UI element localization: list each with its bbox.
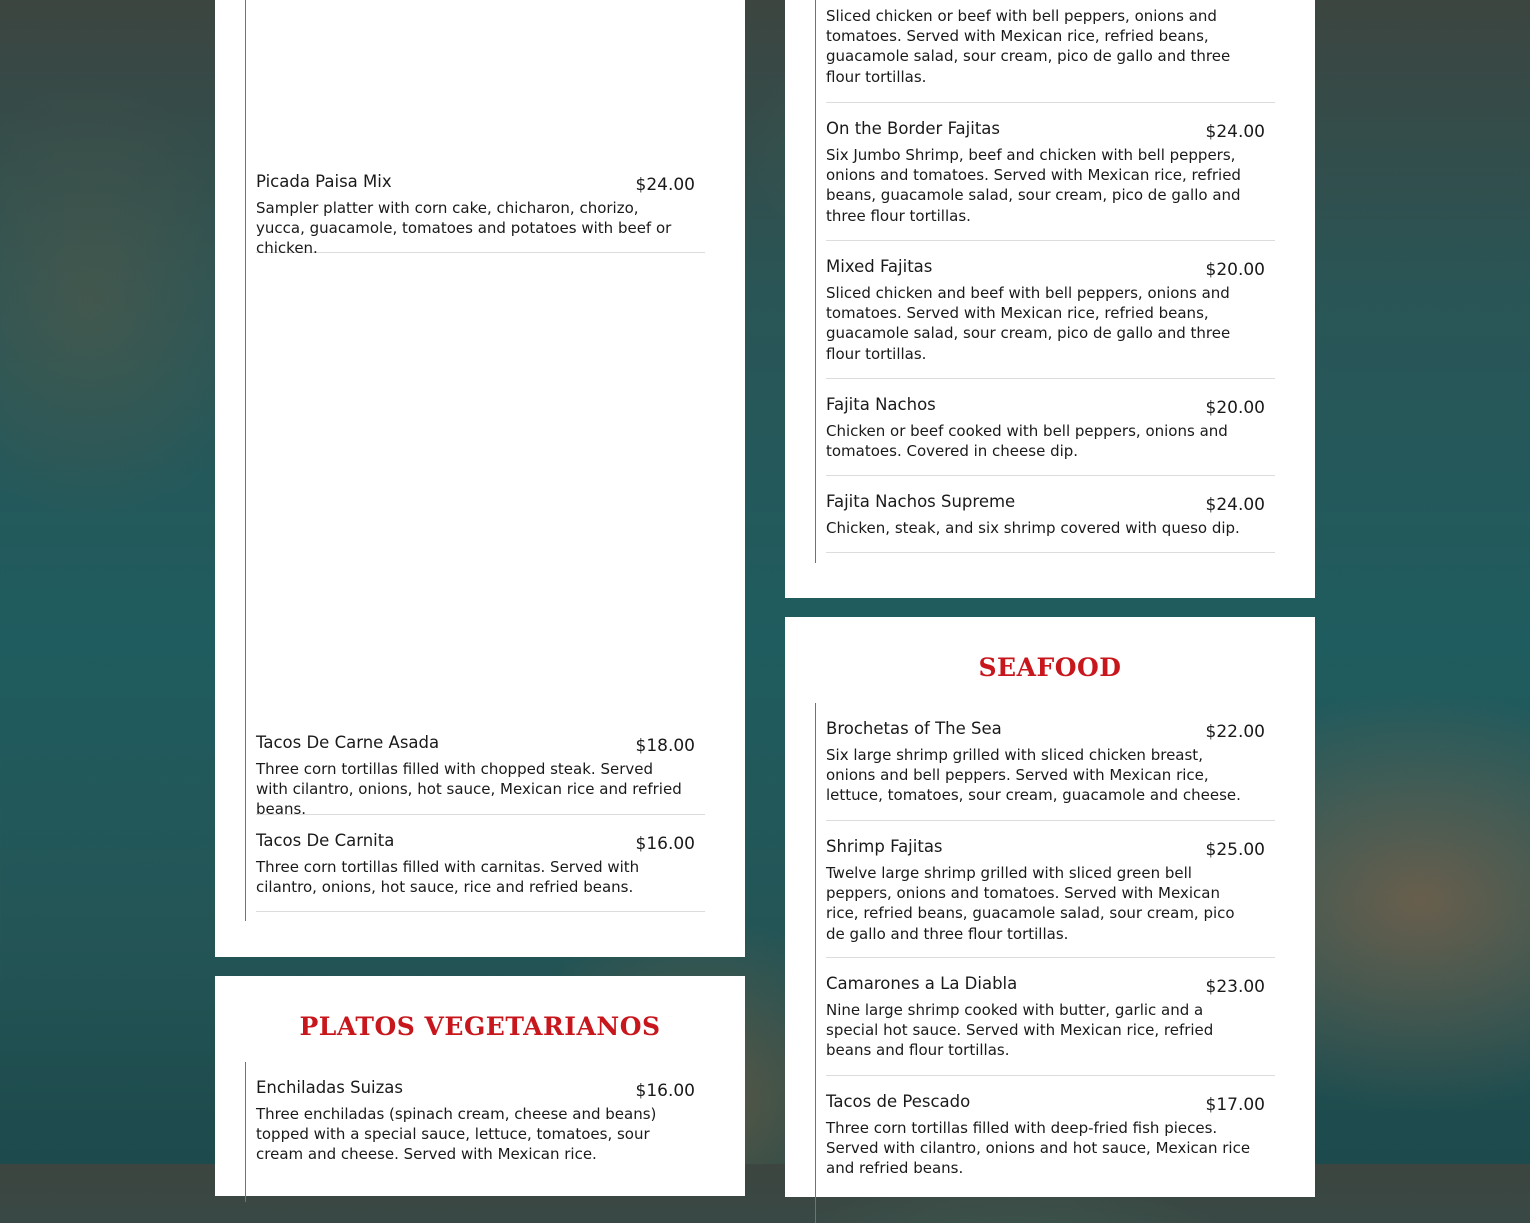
menu-item-description: Chicken, steak, and six shrimp covered with queso dip. <box>826 519 1240 537</box>
menu-item-name: Camarones a La Diabla <box>826 974 1018 993</box>
menu-item <box>256 831 705 912</box>
menu-item-name: Tacos De Carnita <box>256 831 395 850</box>
menu-item-name: Mixed Fajitas <box>826 257 933 276</box>
menu-item <box>826 119 1275 241</box>
menu-item-price: $20.00 <box>1205 398 1265 418</box>
menu-item-name: Enchiladas Suizas <box>256 1078 404 1097</box>
menu-item-description: Six large shrimp grilled with sliced chicken breast, onions and bell peppers. Served with Mexican rice, lettuce, tomatoes, sour cream, guacamole and cheese. <box>826 746 1241 805</box>
menu-item-price: $22.00 <box>1205 722 1265 742</box>
menu-item-description: Chicken or beef cooked with bell peppers, onions and tomatoes. Covered in cheese dip. <box>826 422 1228 461</box>
menu-item-name: On the Border Fajitas <box>826 119 1001 138</box>
menu-item-description: Six Jumbo Shrimp, beef and chicken with bell peppers, onions and tomatoes. Served with Mexican rice, refried beans, guacamole salad, sour cream, pico de gallo and three flour tortillas. <box>826 146 1241 225</box>
menu-item-price: $17.00 <box>1205 1095 1265 1115</box>
menu-item <box>826 719 1275 821</box>
menu-item-name: Picada Paisa Mix <box>256 172 392 191</box>
menu-item-description: Three corn tortillas filled with carnitas. Served with cilantro, onions, hot sauce, rice and refried beans. <box>256 858 640 897</box>
green-divider-rule <box>815 0 816 563</box>
section-title: SEAFOOD <box>978 653 1122 682</box>
menu-item-price: $16.00 <box>635 1081 695 1101</box>
menu-item <box>826 1092 1275 1192</box>
menu-item <box>826 837 1275 958</box>
menu-item-description: Sliced chicken or beef with bell peppers, onions and tomatoes. Served with Mexican rice, refried beans, guacamole salad, sour cream, pico de gallo and three flour tortillas. <box>826 7 1231 86</box>
menu-item <box>256 733 705 819</box>
menu-panel-left-top <box>215 0 745 957</box>
menu-panel-seafood <box>785 617 1315 1197</box>
menu-item-name: Shrimp Fajitas <box>826 837 943 856</box>
menu-item-description: Three corn tortillas filled with deep-fried fish pieces. Served with cilantro, onions and hot sauce, Mexican rice and refried beans. <box>826 1119 1251 1178</box>
green-divider-rule <box>245 0 246 921</box>
menu-item-description: Three enchiladas (spinach cream, cheese and beans) topped with a special sauce, lettuce, tomatoes, sour cream and cheese. Served with Mexican rice. <box>256 1105 657 1164</box>
menu-item-name: Fajita Nachos <box>826 395 936 414</box>
menu-item <box>256 172 705 258</box>
menu-item-price: $24.00 <box>1205 495 1265 515</box>
menu-item-description: Three corn tortillas filled with chopped steak. Served with cilantro, onions, hot sauce, Mexican rice and refried beans. <box>256 760 682 819</box>
menu-item <box>256 1078 705 1178</box>
green-divider-rule <box>815 703 816 1223</box>
menu-item-price: $18.00 <box>635 736 695 756</box>
menu-item <box>826 0 1275 103</box>
menu-item <box>826 257 1275 379</box>
menu-panel-platos-vegetarianos <box>215 976 745 1196</box>
menu-panel-right-top <box>785 0 1315 598</box>
menu-item-price: $23.00 <box>1205 977 1265 997</box>
menu-item <box>826 974 1275 1076</box>
menu-item-price: $25.00 <box>1205 840 1265 860</box>
menu-item-name: Tacos de Pescado <box>826 1092 971 1111</box>
green-divider-rule <box>245 1062 246 1202</box>
menu-item-name: Fajita Nachos Supreme <box>826 492 1016 511</box>
menu-item-price: $24.00 <box>1205 122 1265 142</box>
menu-item-description: Sampler platter with corn cake, chicharon, chorizo, yucca, guacamole, tomatoes and potatoes with beef or chicken. <box>256 199 672 258</box>
section-title: PLATOS VEGETARIANOS <box>299 1012 661 1041</box>
menu-item-price: $16.00 <box>635 834 695 854</box>
menu-item-price: $20.00 <box>1205 260 1265 280</box>
menu-item-price: $24.00 <box>635 175 695 195</box>
menu-item-name: Brochetas of The Sea <box>826 719 1002 738</box>
menu-item-description: Sliced chicken and beef with bell peppers, onions and tomatoes. Served with Mexican rice, refried beans, guacamole salad, sour cream, pico de gallo and three flour tortillas. <box>826 284 1231 363</box>
menu-item-description: Twelve large shrimp grilled with sliced green bell peppers, onions and tomatoes. Served with Mexican rice, refried beans, guacamole salad, sour cream, pico de gallo and three flour tortillas. <box>826 864 1235 943</box>
menu-item-description: Nine large shrimp cooked with butter, garlic and a special hot sauce. Served with Mexican rice, refried beans and flour tortillas. <box>826 1001 1214 1060</box>
menu-item-name: Tacos De Carne Asada <box>256 733 440 752</box>
menu-item <box>826 492 1275 553</box>
menu-item <box>826 395 1275 476</box>
